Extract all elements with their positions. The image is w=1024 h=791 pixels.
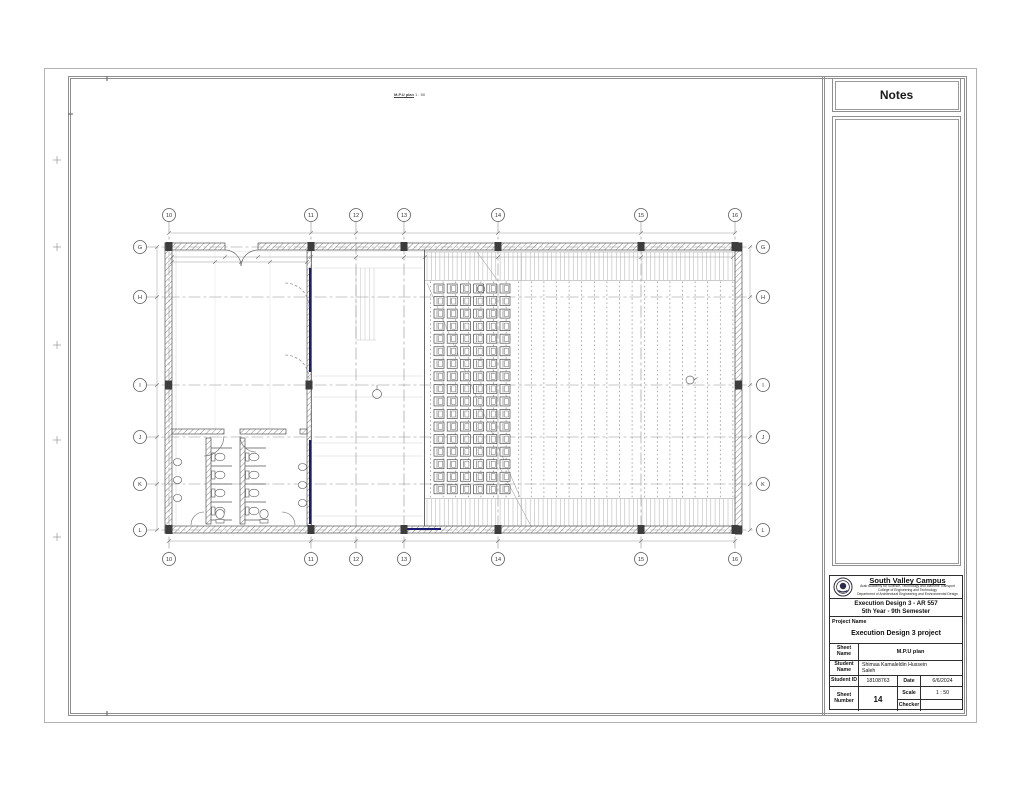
sheet-number-row xyxy=(830,687,962,711)
course-semester: 5th Year - 9th Semester xyxy=(861,607,931,615)
svg-text:I: I xyxy=(762,382,764,389)
svg-text:10: 10 xyxy=(165,212,173,219)
checker-label: Checker xyxy=(898,700,921,712)
scale-value: 1 : 50 xyxy=(936,689,949,696)
svg-text:14: 14 xyxy=(494,212,502,219)
campus-header-text xyxy=(854,577,961,597)
campus-name: South Valley Campus xyxy=(869,577,946,586)
svg-text:13: 13 xyxy=(400,212,408,219)
notes-title: Notes xyxy=(879,88,914,102)
svg-text:K: K xyxy=(138,481,142,488)
notes-empty-area-inner xyxy=(835,119,959,564)
student-id-value: 18108763 xyxy=(859,676,898,686)
plan-view-name: M.P.U plan xyxy=(394,92,414,97)
campus-logo xyxy=(831,577,854,597)
notes-box xyxy=(832,78,961,112)
course-title: Execution Design 3 - AR 557 xyxy=(854,600,938,607)
checker-value xyxy=(921,700,962,712)
svg-text:H: H xyxy=(761,294,765,301)
student-name-label: Student Name xyxy=(830,661,859,675)
course-row xyxy=(830,599,962,617)
sheet-name-label: Sheet Name xyxy=(830,644,859,660)
date-value: 6/6/2024 xyxy=(932,678,953,684)
sheet-number-value: 14 xyxy=(859,687,898,711)
org-line-2: College of Engineering and Technology xyxy=(878,588,937,593)
project-name-label: Project Name xyxy=(832,619,867,625)
plan-view-title xyxy=(394,92,425,97)
scale-row xyxy=(898,687,962,700)
svg-text:K: K xyxy=(761,481,765,488)
student-name-value: Shimaa Kamaleldin Hussein Saleh xyxy=(862,662,927,674)
svg-text:J: J xyxy=(761,434,765,441)
svg-text:14: 14 xyxy=(494,556,502,563)
sheet-name-row xyxy=(830,644,962,661)
svg-text:G: G xyxy=(760,244,766,251)
svg-text:I: I xyxy=(139,382,141,389)
student-name-row xyxy=(830,661,962,676)
org-line-1: Arab Academy for Science, Technology and Maritime Transport xyxy=(860,584,955,589)
svg-text:13: 13 xyxy=(400,556,408,563)
svg-text:12: 12 xyxy=(352,556,360,563)
date-label: Date xyxy=(898,676,921,686)
svg-text:15: 15 xyxy=(637,556,645,563)
svg-text:10: 10 xyxy=(165,556,173,563)
title-block-header xyxy=(830,576,962,599)
student-id-row xyxy=(830,676,962,687)
plan-view-scale: 1 : 50 xyxy=(415,92,426,97)
svg-text:H: H xyxy=(138,294,142,301)
svg-text:15: 15 xyxy=(637,212,645,219)
student-id-label: Student ID xyxy=(830,676,859,686)
svg-text:G: G xyxy=(137,244,143,251)
checker-row xyxy=(898,700,962,712)
notes-empty-area xyxy=(832,116,961,566)
svg-text:J: J xyxy=(138,434,142,441)
svg-text:11: 11 xyxy=(308,556,314,563)
project-name-value: Execution Design 3 project xyxy=(851,630,941,637)
scale-checker-col xyxy=(898,687,962,711)
scale-label: Scale xyxy=(898,687,921,699)
project-row xyxy=(830,617,962,644)
svg-text:12: 12 xyxy=(352,212,360,219)
svg-text:L: L xyxy=(761,527,765,534)
svg-text:16: 16 xyxy=(731,212,739,219)
campus-logo-icon xyxy=(833,577,853,597)
svg-text:16: 16 xyxy=(731,556,739,563)
org-line-3: Department of Architectural Engineering and Environmental Design xyxy=(857,591,958,596)
title-block xyxy=(829,575,963,710)
svg-text:L: L xyxy=(138,527,142,534)
sheet-name-value: M.P.U plan xyxy=(896,649,925,655)
svg-text:11: 11 xyxy=(308,212,314,219)
sheet-number-label: Sheet Number xyxy=(830,687,859,711)
